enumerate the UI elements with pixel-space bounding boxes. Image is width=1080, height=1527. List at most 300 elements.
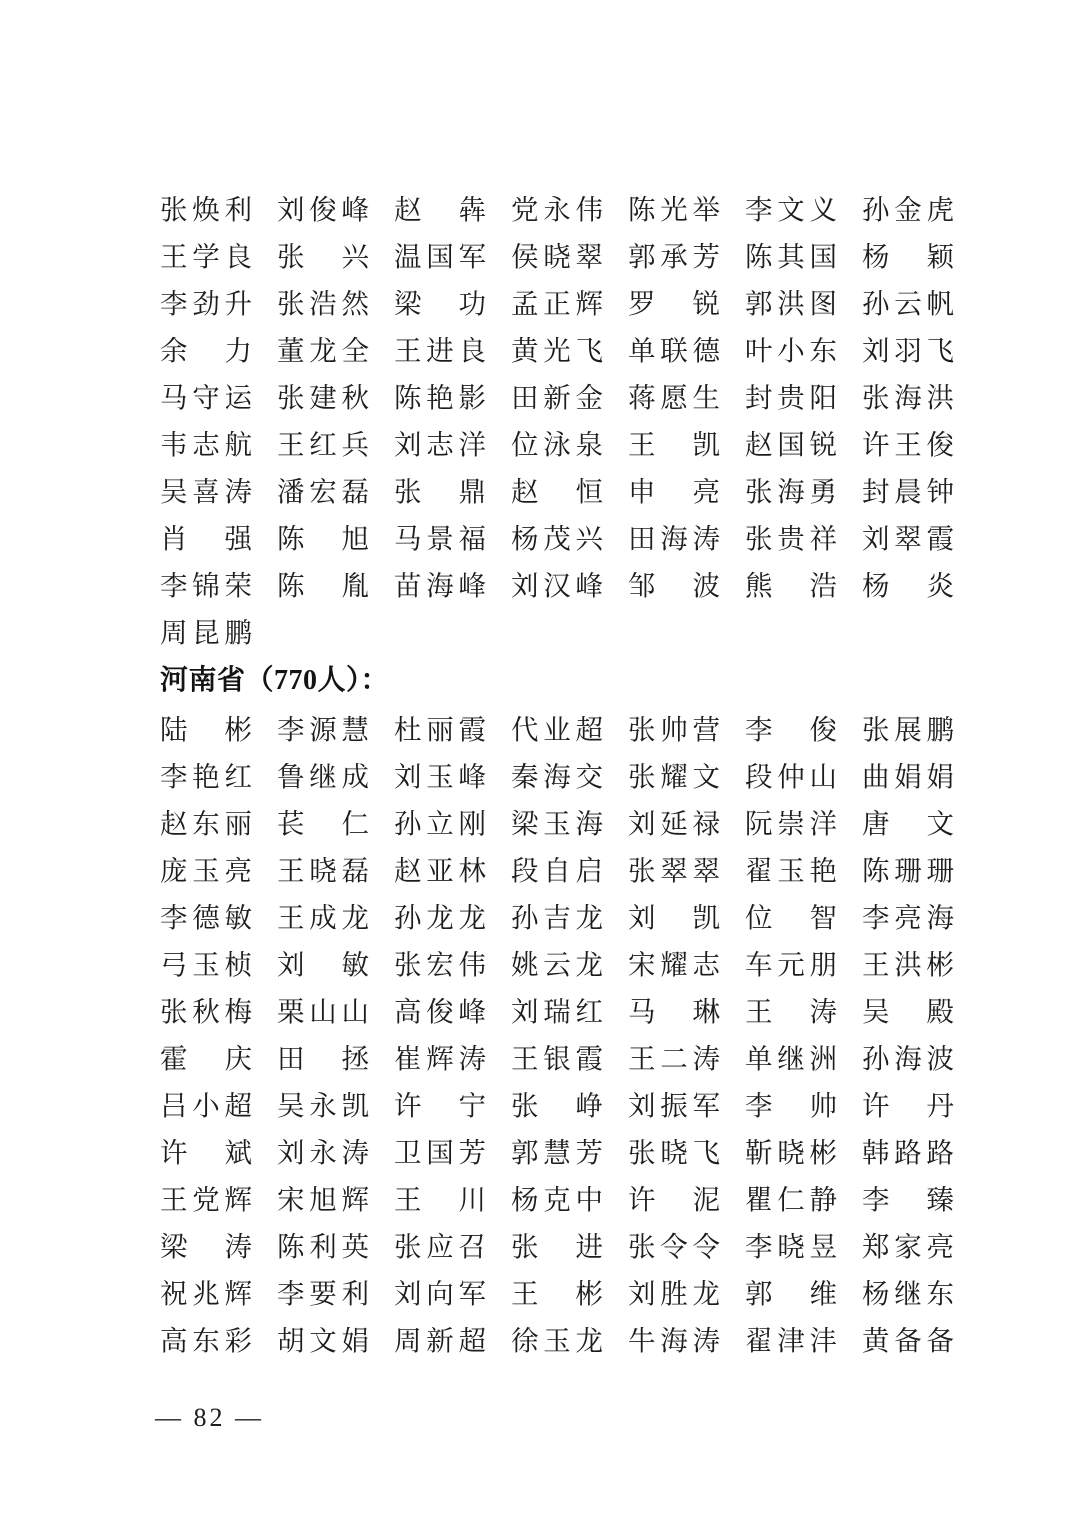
person-name: 吕小超 [160, 1090, 252, 1121]
person-name: 刘志洋 [394, 429, 486, 460]
person-name: 位智 [745, 902, 837, 933]
name-cell [277, 706, 394, 753]
name-cell [394, 847, 511, 894]
person-name: 张鼎 [394, 476, 486, 507]
name-cell [394, 1176, 511, 1223]
person-name: 刘凯 [628, 902, 720, 933]
name-cell [160, 562, 277, 609]
name-cell [745, 1129, 862, 1176]
name-cell [160, 800, 277, 847]
person-name: 单继洲 [745, 1043, 837, 1074]
person-name: 刘振军 [628, 1090, 720, 1121]
person-name: 李源慧 [277, 714, 369, 745]
person-name: 刘向军 [394, 1278, 486, 1309]
person-name: 车元朋 [745, 949, 837, 980]
person-name: 陈胤 [277, 570, 369, 601]
name-cell [511, 1317, 628, 1364]
name-cell [394, 233, 511, 280]
name-cell [511, 468, 628, 515]
name-cell [511, 1035, 628, 1082]
name-cell [628, 941, 745, 988]
person-name: 李锦荣 [160, 570, 252, 601]
person-name: 牛海涛 [628, 1325, 720, 1356]
name-cell [511, 374, 628, 421]
name-cell [394, 941, 511, 988]
name-cell [511, 1223, 628, 1270]
person-name: 陈艳影 [394, 382, 486, 413]
person-name: 翟玉艳 [745, 855, 837, 886]
name-row [160, 515, 954, 562]
name-cell [511, 562, 628, 609]
name-cell [628, 468, 745, 515]
name-row [160, 1270, 954, 1317]
person-name: 单联德 [628, 335, 720, 366]
name-cell [628, 186, 745, 233]
name-cell [277, 894, 394, 941]
name-cell [862, 233, 979, 280]
person-name: 田新金 [511, 382, 603, 413]
name-row [160, 327, 954, 374]
person-name: 吴永凯 [277, 1090, 369, 1121]
person-name: 梁涛 [160, 1231, 252, 1262]
name-cell [160, 280, 277, 327]
name-cell [277, 233, 394, 280]
person-name: 杨克中 [511, 1184, 603, 1215]
name-cell [745, 233, 862, 280]
name-cell [511, 941, 628, 988]
person-name: 郭承芳 [628, 241, 720, 272]
person-name: 周新超 [394, 1325, 486, 1356]
name-cell [394, 1035, 511, 1082]
person-name: 陈利英 [277, 1231, 369, 1262]
name-cell [160, 1270, 277, 1317]
person-name: 苌仁 [277, 808, 369, 839]
person-name: 潘宏磊 [277, 476, 369, 507]
person-name: 王成龙 [277, 902, 369, 933]
person-name: 孙吉龙 [511, 902, 603, 933]
person-name: 陈光举 [628, 194, 720, 225]
name-cell [862, 468, 979, 515]
name-cell [394, 1317, 511, 1364]
name-row [160, 609, 950, 656]
person-name: 陈其国 [745, 241, 837, 272]
name-cell [745, 894, 862, 941]
name-row [160, 1176, 954, 1223]
person-name: 李晓昱 [745, 1231, 837, 1262]
person-name: 李臻 [862, 1184, 954, 1215]
person-name: 马守运 [160, 382, 252, 413]
name-cell [277, 1223, 394, 1270]
person-name: 许泥 [628, 1184, 720, 1215]
name-cell [511, 1270, 628, 1317]
person-name: 翟津沣 [745, 1325, 837, 1356]
person-name: 代业超 [511, 714, 603, 745]
person-name: 封晨钟 [862, 476, 954, 507]
person-name: 刘羽飞 [862, 335, 954, 366]
name-row [160, 468, 954, 515]
person-name: 赵国锐 [745, 429, 837, 460]
name-cell [745, 847, 862, 894]
name-cell [160, 1082, 277, 1129]
name-cell [745, 1317, 862, 1364]
name-cell [511, 421, 628, 468]
name-row [160, 421, 954, 468]
name-cell [394, 1270, 511, 1317]
person-name: 李帅 [745, 1090, 837, 1121]
person-name: 张进 [511, 1231, 603, 1262]
name-cell [511, 233, 628, 280]
person-name: 吴殿 [862, 996, 954, 1027]
person-name: 许斌 [160, 1137, 252, 1168]
name-cell [394, 1082, 511, 1129]
person-name: 郭洪图 [745, 288, 837, 319]
person-name: 罗锐 [628, 288, 720, 319]
name-cell [277, 327, 394, 374]
name-cell [862, 515, 979, 562]
name-cell [862, 800, 979, 847]
name-cell [160, 374, 277, 421]
person-name: 祝兆辉 [160, 1278, 252, 1309]
name-cell [511, 515, 628, 562]
name-cell [511, 753, 628, 800]
name-cell [277, 186, 394, 233]
person-name: 吴喜涛 [160, 476, 252, 507]
name-cell [277, 468, 394, 515]
person-name: 刘俊峰 [277, 194, 369, 225]
person-name: 刘永涛 [277, 1137, 369, 1168]
name-cell [862, 1317, 979, 1364]
name-cell [160, 233, 277, 280]
person-name: 张展鹏 [862, 714, 954, 745]
name-cell [628, 280, 745, 327]
name-cell [160, 1223, 277, 1270]
name-row [160, 753, 954, 800]
name-cell [745, 468, 862, 515]
name-row [160, 562, 954, 609]
name-cell [277, 421, 394, 468]
name-cell [628, 847, 745, 894]
name-row [160, 1129, 954, 1176]
person-name: 宋耀志 [628, 949, 720, 980]
name-cell [745, 374, 862, 421]
name-cell [394, 1223, 511, 1270]
person-name: 李亮海 [862, 902, 954, 933]
name-cell [628, 327, 745, 374]
person-name: 张海洪 [862, 382, 954, 413]
name-cell [277, 1176, 394, 1223]
person-name: 蒋愿生 [628, 382, 720, 413]
name-cell [277, 847, 394, 894]
name-cell [394, 421, 511, 468]
name-cell [745, 1270, 862, 1317]
person-name: 张令令 [628, 1231, 720, 1262]
name-cell [628, 706, 745, 753]
name-row [160, 186, 954, 233]
name-cell [160, 186, 277, 233]
person-name: 弓玉桢 [160, 949, 252, 980]
person-name: 杨颖 [862, 241, 954, 272]
person-name: 张翠翠 [628, 855, 720, 886]
name-cell [511, 800, 628, 847]
person-name: 许宁 [394, 1090, 486, 1121]
name-cell [745, 1176, 862, 1223]
name-cell [277, 280, 394, 327]
person-name: 段仲山 [745, 761, 837, 792]
person-name: 张贵祥 [745, 523, 837, 554]
name-cell [862, 894, 979, 941]
name-cell [277, 753, 394, 800]
person-name: 王凯 [628, 429, 720, 460]
name-cell [862, 1129, 979, 1176]
person-name: 秦海交 [511, 761, 603, 792]
name-cell [160, 421, 277, 468]
name-cell [394, 280, 511, 327]
person-name: 张焕利 [160, 194, 252, 225]
name-cell [862, 1176, 979, 1223]
person-name: 刘胜龙 [628, 1278, 720, 1309]
name-cell [862, 1035, 979, 1082]
person-name: 赵亚林 [394, 855, 486, 886]
name-cell [394, 706, 511, 753]
name-cell [862, 186, 979, 233]
name-cell [160, 609, 277, 656]
name-cell [862, 562, 979, 609]
person-name: 陈旭 [277, 523, 369, 554]
person-name: 黄备备 [862, 1325, 954, 1356]
person-name: 李艳红 [160, 761, 252, 792]
person-name: 孙金虎 [862, 194, 954, 225]
person-name: 李俊 [745, 714, 837, 745]
name-cell [511, 988, 628, 1035]
name-cell [628, 1223, 745, 1270]
name-row [160, 847, 954, 894]
name-cell [511, 327, 628, 374]
name-cell [628, 1035, 745, 1082]
person-name: 王党辉 [160, 1184, 252, 1215]
person-name: 栗山山 [277, 996, 369, 1027]
name-cell [862, 706, 979, 753]
name-cell [628, 800, 745, 847]
person-name: 徐玉龙 [511, 1325, 603, 1356]
name-cell [277, 1035, 394, 1082]
person-name: 王洪彬 [862, 949, 954, 980]
name-cell [511, 847, 628, 894]
name-cell [745, 941, 862, 988]
person-name: 王晓磊 [277, 855, 369, 886]
name-row [160, 1082, 954, 1129]
person-name: 刘翠霞 [862, 523, 954, 554]
person-name: 崔辉涛 [394, 1043, 486, 1074]
person-name: 田拯 [277, 1043, 369, 1074]
person-name: 郭维 [745, 1278, 837, 1309]
name-cell [160, 327, 277, 374]
name-cell [745, 988, 862, 1035]
name-cell [277, 562, 394, 609]
person-name: 高俊峰 [394, 996, 486, 1027]
name-cell [394, 800, 511, 847]
name-cell [394, 988, 511, 1035]
name-cell [862, 1082, 979, 1129]
person-name: 张帅营 [628, 714, 720, 745]
name-cell [628, 515, 745, 562]
person-name: 陈珊珊 [862, 855, 954, 886]
person-name: 瞿仁静 [745, 1184, 837, 1215]
person-name: 杨继东 [862, 1278, 954, 1309]
name-cell [628, 233, 745, 280]
name-cell [745, 1082, 862, 1129]
person-name: 李文义 [745, 194, 837, 225]
person-name: 孙云帆 [862, 288, 954, 319]
person-name: 赵犇 [394, 194, 486, 225]
name-cell [160, 706, 277, 753]
name-cell [160, 1176, 277, 1223]
name-cell [160, 847, 277, 894]
person-name: 李要利 [277, 1278, 369, 1309]
name-cell [745, 515, 862, 562]
person-name: 赵恒 [511, 476, 603, 507]
name-cell [394, 468, 511, 515]
person-name: 张宏伟 [394, 949, 486, 980]
person-name: 宋旭辉 [277, 1184, 369, 1215]
name-cell [511, 1176, 628, 1223]
person-name: 杨炎 [862, 570, 954, 601]
name-cell [862, 1223, 979, 1270]
name-cell [277, 1082, 394, 1129]
person-name: 姚云龙 [511, 949, 603, 980]
person-name: 杜丽霞 [394, 714, 486, 745]
person-name: 刘玉峰 [394, 761, 486, 792]
name-cell [628, 988, 745, 1035]
name-cell [862, 421, 979, 468]
name-cell [862, 374, 979, 421]
person-name: 许王俊 [862, 429, 954, 460]
name-cell [862, 753, 979, 800]
name-row [160, 1317, 954, 1364]
name-cell [160, 1317, 277, 1364]
person-name: 张应召 [394, 1231, 486, 1262]
person-name: 王川 [394, 1184, 486, 1215]
person-name: 叶小东 [745, 335, 837, 366]
name-cell [394, 562, 511, 609]
name-cell [160, 988, 277, 1035]
person-name: 高东彩 [160, 1325, 252, 1356]
person-name: 张秋梅 [160, 996, 252, 1027]
person-name: 刘瑞红 [511, 996, 603, 1027]
name-cell [628, 374, 745, 421]
person-name: 庞玉亮 [160, 855, 252, 886]
name-cell [628, 1317, 745, 1364]
name-cell [628, 1176, 745, 1223]
name-cell [628, 1082, 745, 1129]
name-cell [745, 1223, 862, 1270]
name-row [160, 374, 954, 421]
name-cell [277, 374, 394, 421]
name-row [160, 280, 954, 327]
person-name: 李劲升 [160, 288, 252, 319]
name-cell [160, 515, 277, 562]
person-name: 胡文娟 [277, 1325, 369, 1356]
person-name: 位泳泉 [511, 429, 603, 460]
person-name: 孙海波 [862, 1043, 954, 1074]
name-cell [745, 186, 862, 233]
name-cell [277, 941, 394, 988]
person-name: 孟正辉 [511, 288, 603, 319]
name-cell [745, 753, 862, 800]
person-name: 张兴 [277, 241, 369, 272]
name-cell [277, 800, 394, 847]
person-name: 王涛 [745, 996, 837, 1027]
person-name: 梁玉海 [511, 808, 603, 839]
section-heading-henan-province: 河南省（770人）： [160, 665, 390, 696]
name-cell [277, 988, 394, 1035]
person-name: 王二涛 [628, 1043, 720, 1074]
person-name: 苗海峰 [394, 570, 486, 601]
page-content [160, 186, 954, 1364]
name-row [160, 988, 954, 1035]
name-cell [394, 753, 511, 800]
name-cell [277, 1270, 394, 1317]
person-name: 封贵阳 [745, 382, 837, 413]
person-name: 鲁继成 [277, 761, 369, 792]
name-cell [277, 1129, 394, 1176]
name-row [160, 941, 954, 988]
person-name: 霍庆 [160, 1043, 252, 1074]
name-cell [745, 1035, 862, 1082]
name-cell [277, 1317, 394, 1364]
name-cell [745, 280, 862, 327]
name-row [160, 800, 954, 847]
name-cell [862, 847, 979, 894]
person-name: 唐文 [862, 808, 954, 839]
person-name: 刘延禄 [628, 808, 720, 839]
person-name: 段自启 [511, 855, 603, 886]
person-name: 孙立刚 [394, 808, 486, 839]
person-name: 张海勇 [745, 476, 837, 507]
person-name: 陆彬 [160, 714, 252, 745]
name-cell [628, 894, 745, 941]
person-name: 孙龙龙 [394, 902, 486, 933]
person-name: 黄光飞 [511, 335, 603, 366]
name-cell [628, 1129, 745, 1176]
person-name: 赵东丽 [160, 808, 252, 839]
person-name: 刘敏 [277, 949, 369, 980]
person-name: 曲娟娟 [862, 761, 954, 792]
name-cell [160, 894, 277, 941]
name-cell [862, 941, 979, 988]
person-name: 梁功 [394, 288, 486, 319]
name-cell [628, 421, 745, 468]
person-name: 余力 [160, 335, 252, 366]
name-cell [160, 468, 277, 515]
person-name: 王学良 [160, 241, 252, 272]
name-cell [511, 706, 628, 753]
person-name: 马琳 [628, 996, 720, 1027]
person-name: 王彬 [511, 1278, 603, 1309]
name-row [160, 706, 954, 753]
person-name: 马景福 [394, 523, 486, 554]
person-name: 杨茂兴 [511, 523, 603, 554]
name-cell [862, 327, 979, 374]
person-name: 张晓飞 [628, 1137, 720, 1168]
person-name: 党永伟 [511, 194, 603, 225]
page-number: — 82 — [155, 1403, 264, 1432]
name-cell [277, 515, 394, 562]
person-name: 熊浩 [745, 570, 837, 601]
person-name: 韩路路 [862, 1137, 954, 1168]
name-row [160, 894, 954, 941]
person-name: 邹波 [628, 570, 720, 601]
name-cell [862, 280, 979, 327]
